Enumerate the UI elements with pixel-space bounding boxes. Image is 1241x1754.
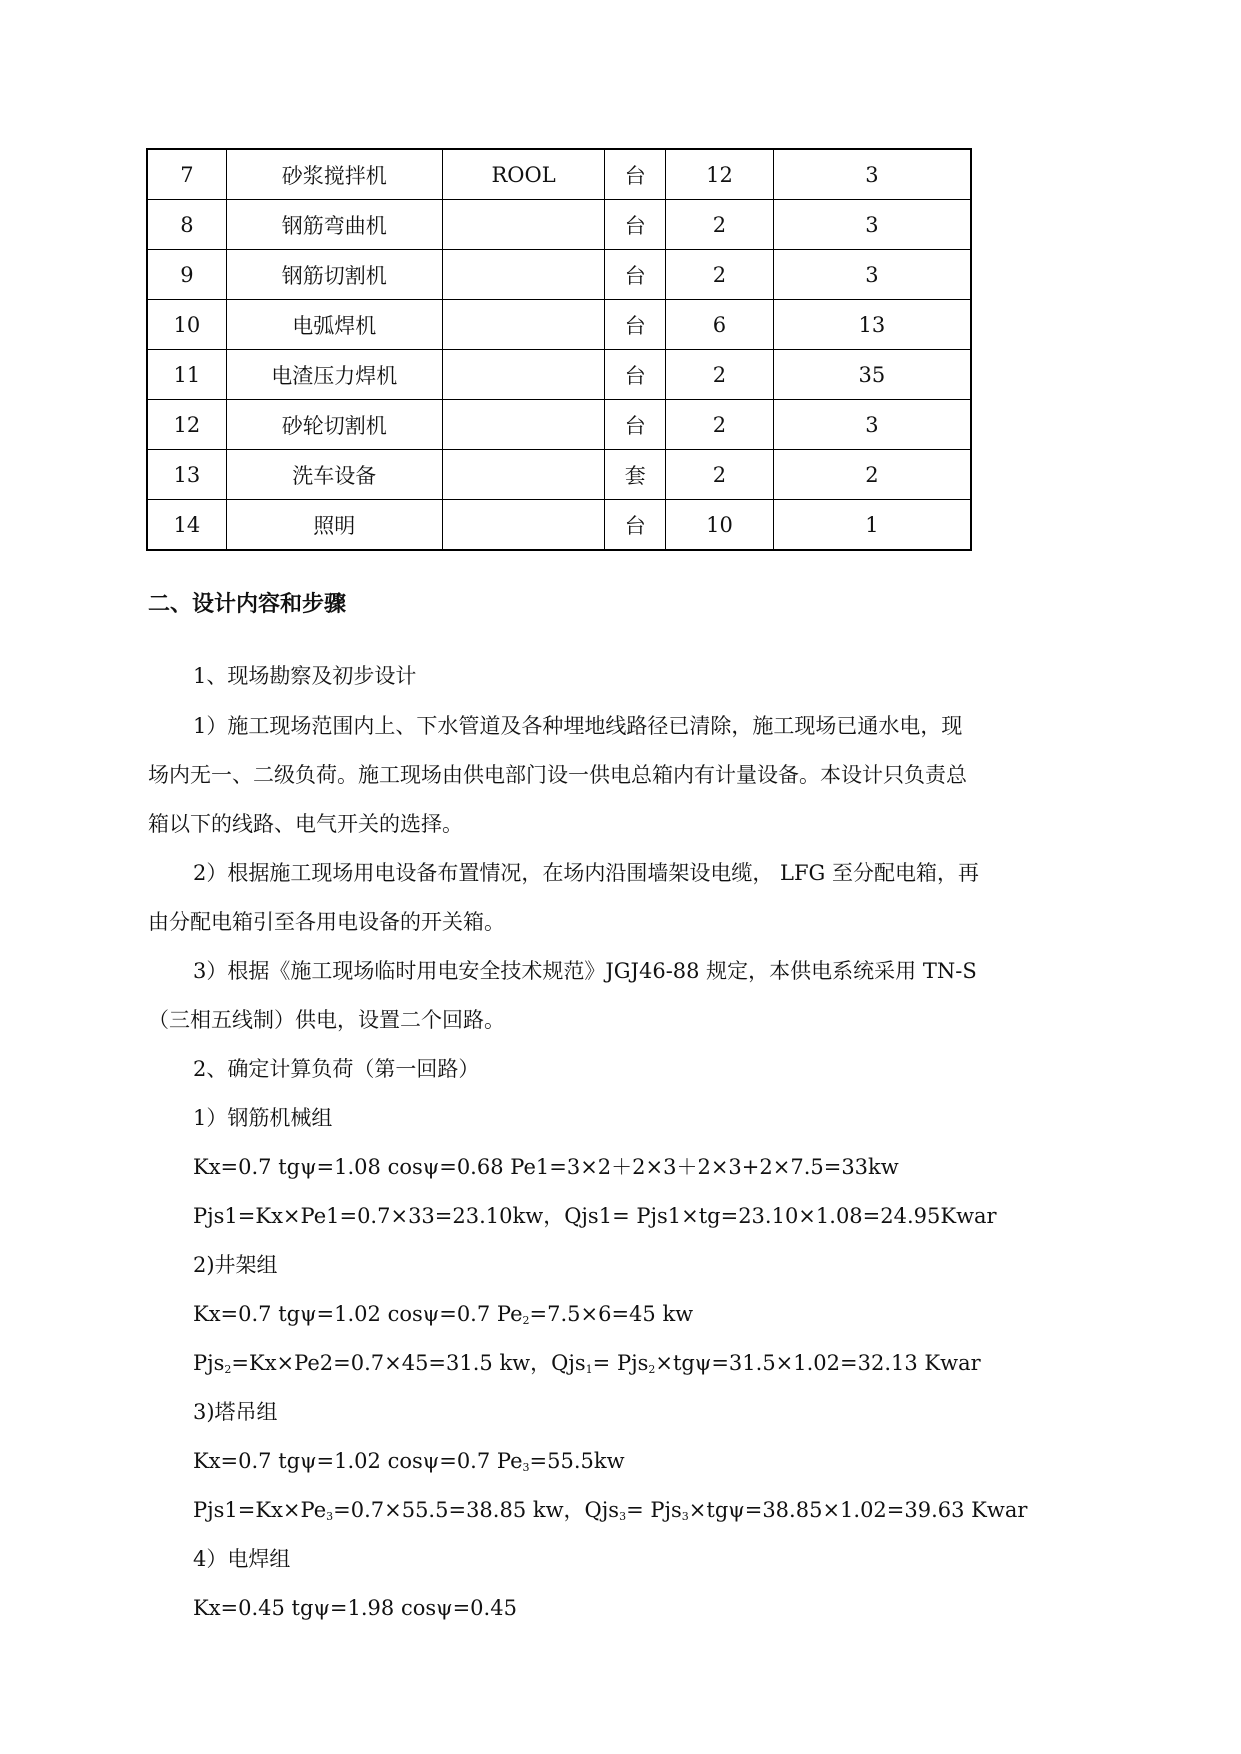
formula-line [193,1447,625,1482]
formula-subscript: 2 [648,1363,656,1376]
equipment-name: 照明 [226,500,442,551]
table-row [147,149,971,200]
formula-text: Pjs [193,1351,225,1375]
equipment-power: 3 [773,250,971,300]
equipment-name: 电弧焊机 [226,300,442,350]
equipment-name: 砂浆搅拌机 [226,149,442,200]
equipment-power: 35 [773,350,971,400]
formula-text: Kx=0.7 tgψ=1.02 cosψ=0.7 Pe [193,1449,523,1473]
equipment-model [442,300,605,350]
group-heading: 4）电焊组 [193,1547,291,1571]
paragraph-line: 3）根据《施工现场临时用电安全技术规范》JGJ46-88 规定，本供电系统采用 TN-S [193,959,977,983]
row-number: 7 [147,149,226,200]
equipment-quantity: 10 [666,500,774,551]
equipment-table [146,148,972,551]
paragraph-line: （三相五线制）供电，设置二个回路。 [148,1008,505,1032]
equipment-name: 洗车设备 [226,450,442,500]
table-row [147,200,971,250]
row-number: 9 [147,250,226,300]
formula-subscript: 1 [585,1363,593,1376]
formula-subscript: 3 [522,1461,530,1474]
formula-line: Kx=0.45 tgψ=1.98 cosψ=0.45 [193,1596,517,1620]
equipment-name: 砂轮切割机 [226,400,442,450]
table-row [147,400,971,450]
formula-text: = Pjs [626,1498,682,1522]
equipment-name: 钢筋切割机 [226,250,442,300]
equipment-model [442,250,605,300]
equipment-unit: 台 [605,400,666,450]
equipment-name: 钢筋弯曲机 [226,200,442,250]
equipment-power: 1 [773,500,971,551]
equipment-quantity: 2 [666,450,774,500]
formula-subscript: 3 [681,1510,689,1523]
row-number: 8 [147,200,226,250]
equipment-power: 2 [773,450,971,500]
equipment-quantity: 2 [666,400,774,450]
row-number: 11 [147,350,226,400]
table-row [147,450,971,500]
equipment-unit: 台 [605,300,666,350]
equipment-unit: 台 [605,200,666,250]
formula-text: ×tgψ=31.5×1.02=32.13 Kwar [655,1351,981,1375]
formula-text: ×tgψ=38.85×1.02=39.63 Kwar [688,1498,1028,1522]
group-heading: 3)塔吊组 [193,1400,278,1424]
equipment-quantity: 6 [666,300,774,350]
formula-subscript: 3 [326,1510,334,1523]
equipment-model [442,400,605,450]
row-number: 10 [147,300,226,350]
paragraph-line: 由分配电箱引至各用电设备的开关箱。 [148,910,505,934]
formula-text: =7.5×6=45 kw [529,1302,694,1326]
paragraph-line: 场内无一、二级负荷。施工现场由供电部门设一供电总箱内有计量设备。本设计只负责总 [148,763,967,787]
equipment-model [442,200,605,250]
formula-subscript: 3 [619,1510,627,1523]
table-row [147,350,971,400]
formula-text: =0.7×55.5=38.85 kw，Qjs [333,1498,620,1522]
formula-line: Kx=0.7 tgψ=1.08 cosψ=0.68 Pe1=3×2＋2×3＋2×3+2×7.5=33kw [193,1155,899,1179]
row-number: 14 [147,500,226,551]
paragraph-line: 1）施工现场范围内上、下水管道及各种埋地线路径已清除，施工现场已通水电，现 [193,714,963,738]
equipment-name: 电渣压力焊机 [226,350,442,400]
equipment-unit: 台 [605,350,666,400]
row-number: 12 [147,400,226,450]
equipment-quantity: 12 [666,149,774,200]
equipment-table-body [147,149,971,550]
equipment-power: 13 [773,300,971,350]
subsection-heading: 2、确定计算负荷（第一回路） [193,1057,480,1081]
formula-text: Pjs1=Kx×Pe [193,1498,327,1522]
equipment-model: ROOL [442,149,605,200]
formula-text: Kx=0.7 tgψ=1.02 cosψ=0.7 Pe [193,1302,523,1326]
paragraph-line: 2）根据施工现场用电设备布置情况，在场内沿围墙架设电缆， LFG 至分配电箱，再 [193,861,979,885]
row-number: 13 [147,450,226,500]
subsection-heading: 1、现场勘察及初步设计 [193,664,417,688]
formula-text: = Pjs [592,1351,649,1375]
formula-line [193,1349,981,1384]
section-heading: 二、设计内容和步骤 [148,592,347,617]
formula-subscript: 2 [522,1314,530,1327]
equipment-quantity: 2 [666,200,774,250]
equipment-model [442,450,605,500]
equipment-unit: 台 [605,500,666,551]
formula-text: =55.5kw [529,1449,625,1473]
equipment-power: 3 [773,149,971,200]
equipment-power: 3 [773,400,971,450]
table-row [147,500,971,551]
formula-line: Pjs1=Kx×Pe1=0.7×33=23.10kw，Qjs1= Pjs1×tg=23.10×1.08=24.95Kwar [193,1204,997,1228]
equipment-power: 3 [773,200,971,250]
equipment-model [442,500,605,551]
equipment-unit: 台 [605,250,666,300]
formula-text: =Kx×Pe2=0.7×45=31.5 kw，Qjs [231,1351,586,1375]
equipment-unit: 套 [605,450,666,500]
equipment-quantity: 2 [666,350,774,400]
formula-subscript: 2 [224,1363,232,1376]
group-heading: 2)井架组 [193,1253,278,1277]
paragraph-line: 箱以下的线路、电气开关的选择。 [148,812,463,836]
table-row [147,250,971,300]
equipment-unit: 台 [605,149,666,200]
table-row [147,300,971,350]
equipment-quantity: 2 [666,250,774,300]
formula-line [193,1300,693,1335]
equipment-model [442,350,605,400]
formula-line [193,1496,1027,1531]
group-heading: 1）钢筋机械组 [193,1106,333,1130]
